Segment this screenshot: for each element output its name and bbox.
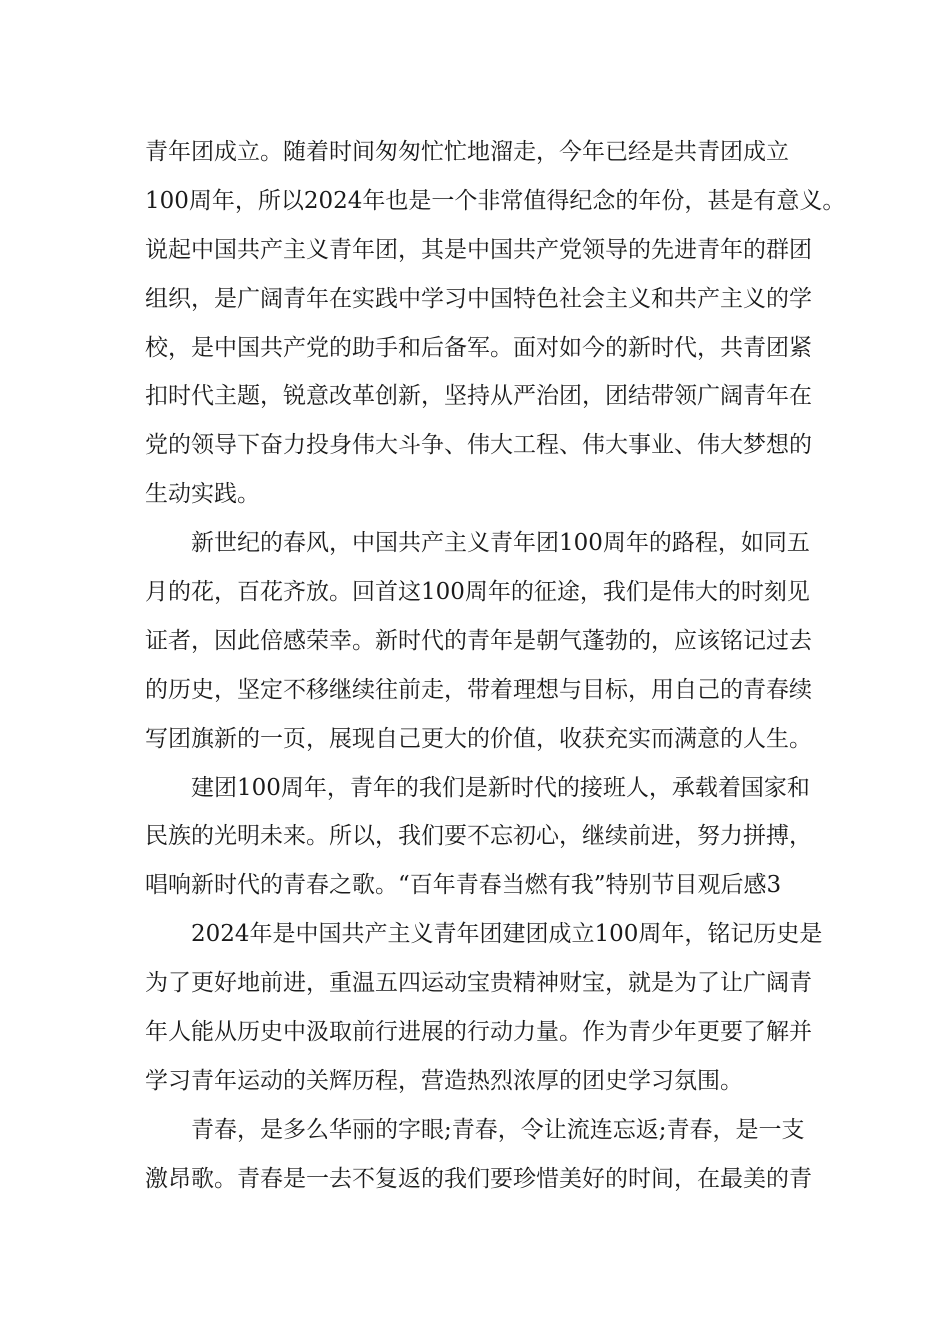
text-line: 学习青年运动的关辉历程，营造热烈浓厚的团史学习氛围。 xyxy=(145,1067,743,1094)
document-body xyxy=(145,128,846,1204)
text-line: 100周年，所以2024年也是一个非常值得纪念的年份，甚是有意义。 xyxy=(145,187,846,214)
text-line: 为了更好地前进，重温五四运动宝贵精神财宝，就是为了让广阔青 xyxy=(145,970,812,997)
paragraph-first-line: 建团100周年，青年的我们是新时代的接班人，承载着国家和 xyxy=(191,774,810,801)
text-line: 激昂歌。青春是一去不复返的我们要珍惜美好的时间，在最美的青 xyxy=(145,1165,812,1192)
text-line: 党的领导下奋力投身伟大斗争、伟大工程、伟大事业、伟大梦想的 xyxy=(145,432,812,459)
text-line: 的历史，坚定不移继续往前走，带着理想与目标，用自己的青春续 xyxy=(145,676,812,703)
text-line: 扣时代主题，锐意改革创新，坚持从严治团，团结带领广阔青年在 xyxy=(145,383,812,410)
text-line: 说起中国共产主义青年团，其是中国共产党领导的先进青年的群团 xyxy=(145,236,812,263)
paragraph-first-line: 新世纪的春风，中国共产主义青年团100周年的路程，如同五 xyxy=(191,530,810,557)
text-line: 生动实践。 xyxy=(145,481,260,508)
paragraph-first-line: 2024年是中国共产主义青年团建团成立100周年，铭记历史是 xyxy=(191,921,823,948)
text-line: 写团旗新的一页，展现自己更大的价值，收获充实而满意的人生。 xyxy=(145,725,812,752)
text-line: 证者，因此倍感荣幸。新时代的青年是朝气蓬勃的，应该铭记过去 xyxy=(145,627,812,654)
text-line: 唱响新时代的青春之歌。“百年青春当燃有我”特别节目观后感3 xyxy=(145,872,782,899)
text-line: 月的花，百花齐放。回首这100周年的征途，我们是伟大的时刻见 xyxy=(145,579,810,606)
text-line: 青年团成立。随着时间匆匆忙忙地溜走，今年已经是共青团成立 xyxy=(145,139,789,165)
text-line: 校，是中国共产党的助手和后备军。面对如今的新时代，共青团紧 xyxy=(145,334,812,361)
text-line: 组织，是广阔青年在实践中学习中国特色社会主义和共产主义的学 xyxy=(145,285,812,312)
text-line: 年人能从历史中汲取前行进展的行动力量。作为青少年更要了解并 xyxy=(145,1019,812,1046)
paragraph-first-line: 青春，是多么华丽的字眼;青春，令让流连忘返;青春，是一支 xyxy=(191,1116,805,1143)
text-line: 民族的光明未来。所以，我们要不忘初心，继续前进，努力拼搏， xyxy=(145,823,812,850)
